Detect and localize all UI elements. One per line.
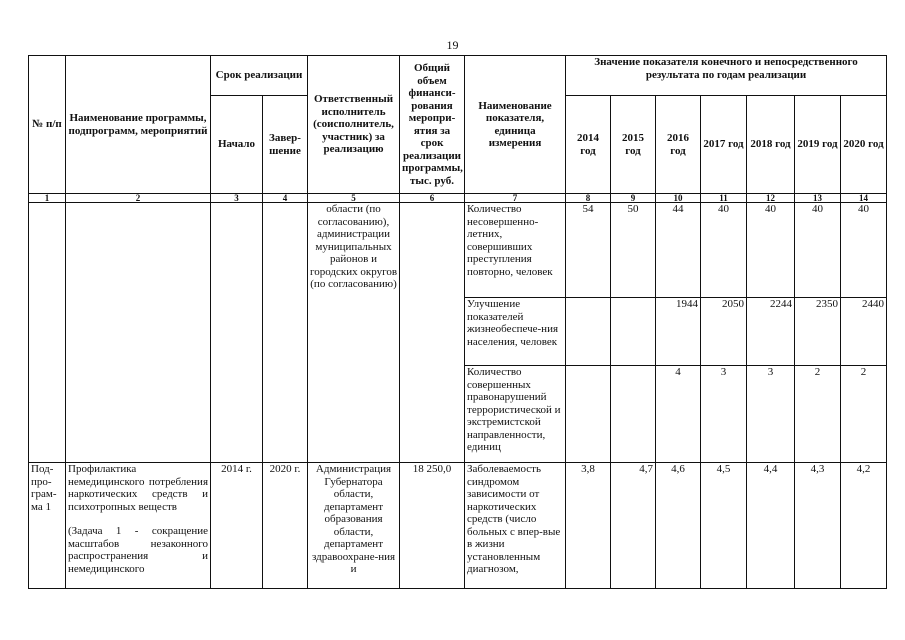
subprogram-task: (Задача 1 - сокращение масштабов незаконного распространения и немедицинского — [68, 525, 208, 575]
cell-start: 2014 г. — [211, 463, 263, 589]
cell-value: 2050 — [701, 298, 747, 366]
column-number: 3 — [211, 194, 263, 203]
table-row — [29, 463, 887, 589]
header-period: Срок реализации — [211, 56, 308, 96]
header-year: 2020 год — [841, 96, 887, 194]
subprogram-title: Профилактика немедицинского потребления наркотических средств и психотропных веществ — [68, 463, 208, 513]
header-indicator: Наименование показателя, единица измерения — [465, 56, 566, 194]
page-number: 19 — [446, 38, 459, 52]
column-number: 6 — [400, 194, 465, 203]
cell-num — [29, 203, 66, 463]
header-values-group: Значение показателя конечного и непосредственного результата по годам реализации — [566, 56, 887, 96]
header-num: № п/п — [29, 56, 66, 194]
header-funding: Общий объем финанси-рования меропри-ятия за срок реализации программы, тыс. руб. — [400, 56, 465, 194]
column-number: 8 — [566, 194, 611, 203]
cell-indicator: Улучшение показателей жизнеобеспече-ния населения, человек — [465, 298, 566, 366]
cell-value — [566, 298, 611, 366]
cell-value: 2440 — [841, 298, 887, 366]
header-year: 2017 год — [701, 96, 747, 194]
cell-value: 4,6 — [656, 463, 701, 589]
cell-value: 4,2 — [841, 463, 887, 589]
column-number: 1 — [29, 194, 66, 203]
cell-value: 4,3 — [795, 463, 841, 589]
cell-name — [66, 203, 211, 463]
header-executor: Ответственный исполнитель (соисполнитель, участник) за реализацию — [308, 56, 400, 194]
header-year: 2018 год — [747, 96, 795, 194]
cell-value: 4,7 — [611, 463, 656, 589]
cell-value: 4,5 — [701, 463, 747, 589]
cell-value: 54 — [566, 203, 611, 298]
column-number: 4 — [263, 194, 308, 203]
cell-executor: Администрация Губернатора области, департамент образования области, департамент здравоохране-ния и — [308, 463, 400, 589]
header-year: 2016 год — [656, 96, 701, 194]
cell-num: Под-про-грам-ма 1 — [29, 463, 66, 589]
cell-value: 3 — [747, 366, 795, 463]
cell-value — [566, 366, 611, 463]
cell-value — [611, 366, 656, 463]
header-year: 2019 год — [795, 96, 841, 194]
cell-value: 2 — [841, 366, 887, 463]
cell-value: 4,4 — [747, 463, 795, 589]
cell-indicator: Заболеваемость синдромом зависимости от наркотических средств (число больных с впер-вые в жизни установленным диагнозом, — [465, 463, 566, 589]
cell-funding — [400, 203, 465, 463]
cell-funding: 18 250,0 — [400, 463, 465, 589]
header-year: 2015 год — [611, 96, 656, 194]
cell-executor: области (по согласованию), администрации муниципальных районов и городских округов (по согласованию) — [308, 203, 400, 463]
cell-value: 2244 — [747, 298, 795, 366]
header-year: 2014 год — [566, 96, 611, 194]
column-number: 2 — [66, 194, 211, 203]
column-number: 9 — [611, 194, 656, 203]
cell-value: 3 — [701, 366, 747, 463]
header-name: Наименование программы, подпрограмм, мероприятий — [66, 56, 211, 194]
cell-value: 4 — [656, 366, 701, 463]
header-end: Завер-шение — [263, 96, 308, 194]
cell-value: 2 — [795, 366, 841, 463]
cell-end: 2020 г. — [263, 463, 308, 589]
cell-value: 3,8 — [566, 463, 611, 589]
column-number: 11 — [701, 194, 747, 203]
column-number: 5 — [308, 194, 400, 203]
column-number: 7 — [465, 194, 566, 203]
cell-value: 40 — [841, 203, 887, 298]
cell-value: 40 — [701, 203, 747, 298]
cell-name — [66, 463, 211, 589]
program-table — [28, 55, 887, 589]
cell-start — [211, 203, 263, 463]
cell-value: 40 — [795, 203, 841, 298]
cell-end — [263, 203, 308, 463]
column-number: 13 — [795, 194, 841, 203]
column-number: 10 — [656, 194, 701, 203]
column-number: 12 — [747, 194, 795, 203]
cell-indicator: Количество несовершенно-летних, совершивших преступления повторно, человек — [465, 203, 566, 298]
cell-value — [611, 298, 656, 366]
table-row — [29, 203, 887, 298]
cell-value: 1944 — [656, 298, 701, 366]
cell-value: 2350 — [795, 298, 841, 366]
cell-value: 50 — [611, 203, 656, 298]
cell-indicator: Количество совершенных правонарушений террористической и экстремистской направленности, единиц — [465, 366, 566, 463]
header-start: Начало — [211, 96, 263, 194]
cell-value: 40 — [747, 203, 795, 298]
column-number: 14 — [841, 194, 887, 203]
column-number-row — [29, 194, 887, 203]
cell-value: 44 — [656, 203, 701, 298]
